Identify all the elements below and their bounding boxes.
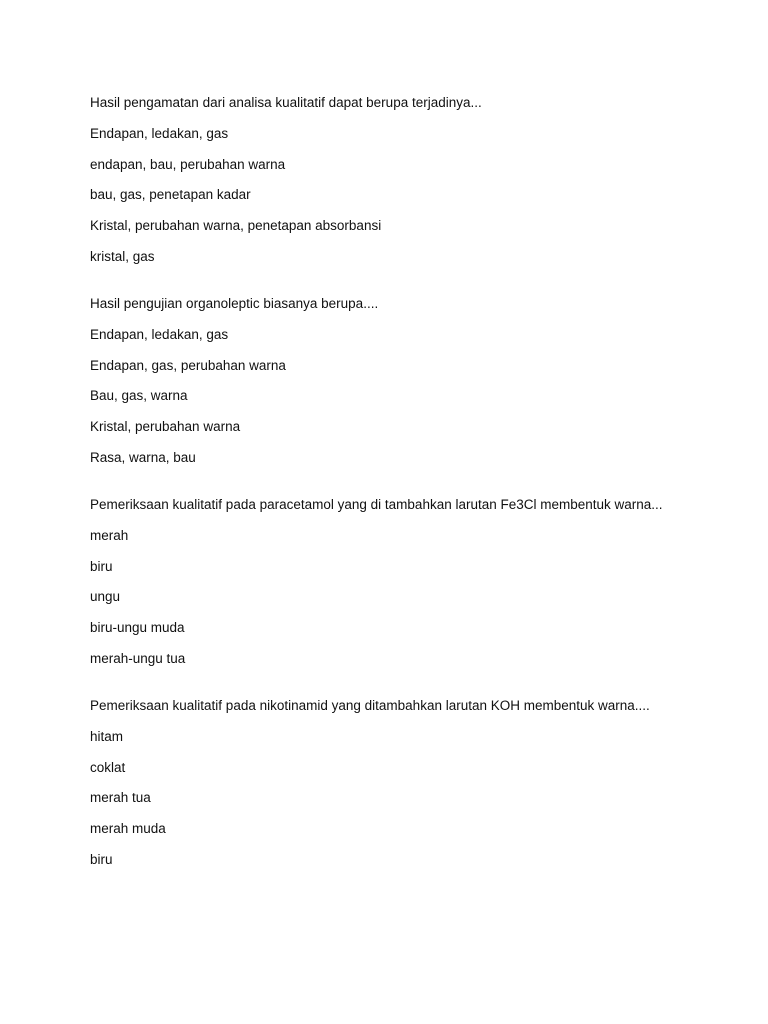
document-content — [90, 93, 730, 897]
answer-option: biru — [90, 558, 113, 574]
answer-option: Endapan, ledakan, gas — [90, 125, 229, 141]
answer-option: bau, gas, penetapan kadar — [90, 187, 251, 203]
answer-option: Kristal, perubahan warna, penetapan absorbansi — [90, 218, 382, 234]
answer-option: Endapan, gas, perubahan warna — [90, 357, 286, 373]
answer-option: hitam — [90, 728, 124, 744]
answer-option: Kristal, perubahan warna — [90, 419, 241, 435]
question-block-1 — [90, 93, 730, 266]
answer-option: ungu — [90, 589, 121, 605]
answer-option: endapan, bau, perubahan warna — [90, 156, 286, 172]
answer-option: Endapan, ledakan, gas — [90, 326, 229, 342]
answer-option: biru-ungu muda — [90, 620, 185, 636]
question-text: Pemeriksaan kualitatif pada nikotinamid yang ditambahkan larutan KOH membentuk warna.... — [90, 697, 650, 713]
answer-option: Rasa, warna, bau — [90, 449, 196, 465]
answer-option: kristal, gas — [90, 248, 155, 264]
answer-option: merah — [90, 527, 129, 543]
answer-option: coklat — [90, 759, 126, 775]
question-text: Hasil pengujian organoleptic biasanya berupa.... — [90, 295, 379, 311]
answer-option: merah-ungu tua — [90, 650, 186, 666]
question-block-3 — [90, 495, 730, 668]
question-text: Hasil pengamatan dari analisa kualitatif dapat berupa terjadinya... — [90, 95, 482, 110]
question-block-4 — [90, 696, 730, 869]
answer-option: merah muda — [90, 821, 166, 837]
answer-option: biru — [90, 851, 113, 867]
question-block-2 — [90, 294, 730, 467]
answer-option: merah tua — [90, 790, 151, 806]
question-text: Pemeriksaan kualitatif pada paracetamol yang di tambahkan larutan Fe3Cl membentuk warna... — [90, 496, 663, 512]
answer-option: Bau, gas, warna — [90, 388, 188, 404]
